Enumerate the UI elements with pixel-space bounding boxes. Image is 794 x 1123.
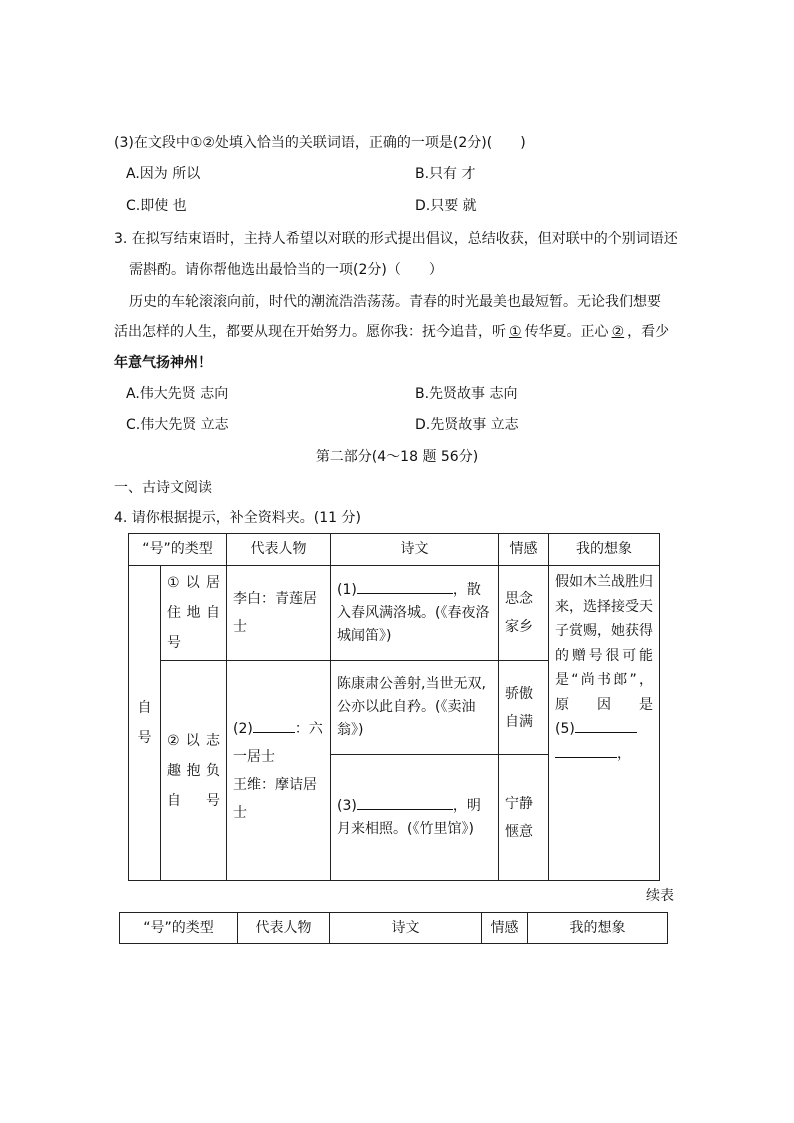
poem-cell-1: [331, 566, 499, 661]
header-imagination-2: 我的想象: [528, 913, 668, 944]
header-emotion-2: 情感: [482, 913, 528, 944]
header-imagination: 我的想象: [549, 534, 660, 566]
poem-cell-2a: 陈康肃公善射,当世无双,公亦以此自矜。(《卖油翁》): [331, 661, 499, 755]
blank-label-5: (5): [555, 721, 575, 737]
header-poem: 诗文: [331, 534, 499, 566]
person-2-text: ：六一居士: [233, 720, 323, 765]
poem-cell-2b: [331, 755, 499, 881]
person-cell-2: [227, 661, 331, 881]
passage-text: 活出怎样的人生，都要从现在开始努力。愿你我：抚今追昔，听: [114, 324, 506, 340]
row-group-text: 自号: [137, 700, 152, 746]
blank-label-1: (1): [337, 581, 357, 598]
q3-passage-line3: 年意气扬神州！: [114, 355, 212, 371]
imagination-cell: [549, 566, 660, 881]
answer-blank-2[interactable]: [253, 718, 295, 733]
type-cell-1: ①以居住地自号: [161, 566, 227, 661]
imagination-answer: [555, 717, 653, 742]
passage-text: ，看少: [627, 324, 670, 340]
imagination-answer-line2: [555, 742, 653, 767]
emotion-cell-2b: 宁静惬意: [499, 755, 549, 881]
option-c: C.即使 也: [126, 198, 187, 214]
person-2-line: [233, 715, 324, 771]
q3-option-b: B.先贤故事 志向: [415, 386, 518, 402]
person-2b: 王维：摩诘居士: [233, 776, 318, 821]
poem-text-2b: ，明月来相照。(《竹里馆》): [337, 797, 481, 837]
answer-blank-5a[interactable]: [575, 718, 637, 733]
q3-passage-line1: 历史的车轮滚滚向前，时代的潮流浩浩荡荡。青春的时光最美也最短暂。无论我们想要: [129, 294, 661, 310]
header-type-2: “号”的类型: [120, 913, 238, 944]
person-cell-1: 李白：青莲居士: [227, 566, 331, 661]
q4-stem: 4. 请你根据提示，补全资料夹。(11 分): [114, 510, 361, 526]
option-d: D.只要 就: [415, 198, 477, 214]
blank-2[interactable]: ②: [611, 324, 625, 340]
header-emotion: 情感: [499, 534, 549, 566]
option-b: B.只有 才: [415, 166, 476, 182]
q3-option-a: A.伟大先贤 志向: [126, 386, 229, 402]
q3-passage-line2: [114, 322, 669, 342]
q3-stem-line2: 需斟酌。请你帮他选出最恰当的一项(2分)（ ）: [129, 262, 443, 278]
emotion-cell-1: 思念家乡: [499, 566, 549, 661]
poem-text-1: ，散入春风满洛城。(《春夜洛城闻笛》): [337, 581, 490, 644]
answer-blank-3[interactable]: [357, 795, 453, 810]
q3-stem-line1: 3. 在拟写结束语时，主持人希望以对联的形式提出倡议，总结收获，但对联中的个别词语还: [114, 231, 678, 247]
header-poem-2: 诗文: [330, 913, 482, 944]
answer-blank-5b[interactable]: [555, 743, 617, 758]
imagination-reason-label: 原 因 是: [555, 696, 654, 713]
passage-text: 传华夏。正心: [524, 324, 609, 340]
blank-label-2: (2): [233, 720, 253, 737]
continued-label: 续表: [646, 888, 674, 904]
header-person-2: 代表人物: [238, 913, 330, 944]
blank-1[interactable]: ①: [509, 324, 522, 340]
part2-title: 第二部分(4～18 题 56分): [315, 449, 479, 465]
header-type: “号”的类型: [129, 534, 227, 566]
data-table: [128, 533, 660, 881]
imagination-text: 假如木兰战胜归来，选择接受天子赏赐，她获得的赠号很可能是“尚书郎”，: [555, 574, 654, 688]
emotion-cell-2a: 骄傲自满: [499, 661, 549, 755]
q3-sub-stem: (3)在文段中①②处填入恰当的关联词语，正确的一项是(2分)( ): [114, 135, 526, 151]
type-cell-2: ②以志趣抱负自号: [161, 661, 227, 881]
section1-title: 一、古诗文阅读: [114, 480, 212, 496]
blank-label-3: (3): [337, 797, 357, 814]
q3-option-d: D.先贤故事 立志: [415, 417, 519, 433]
option-a: A.因为 所以: [126, 166, 201, 182]
row-group-label: [129, 566, 161, 881]
comma: ，: [617, 745, 632, 762]
header-person: 代表人物: [227, 534, 331, 566]
q3-option-c: C.伟大先贤 立志: [126, 417, 229, 433]
answer-blank-1[interactable]: [357, 579, 453, 594]
continued-table: [119, 912, 668, 944]
